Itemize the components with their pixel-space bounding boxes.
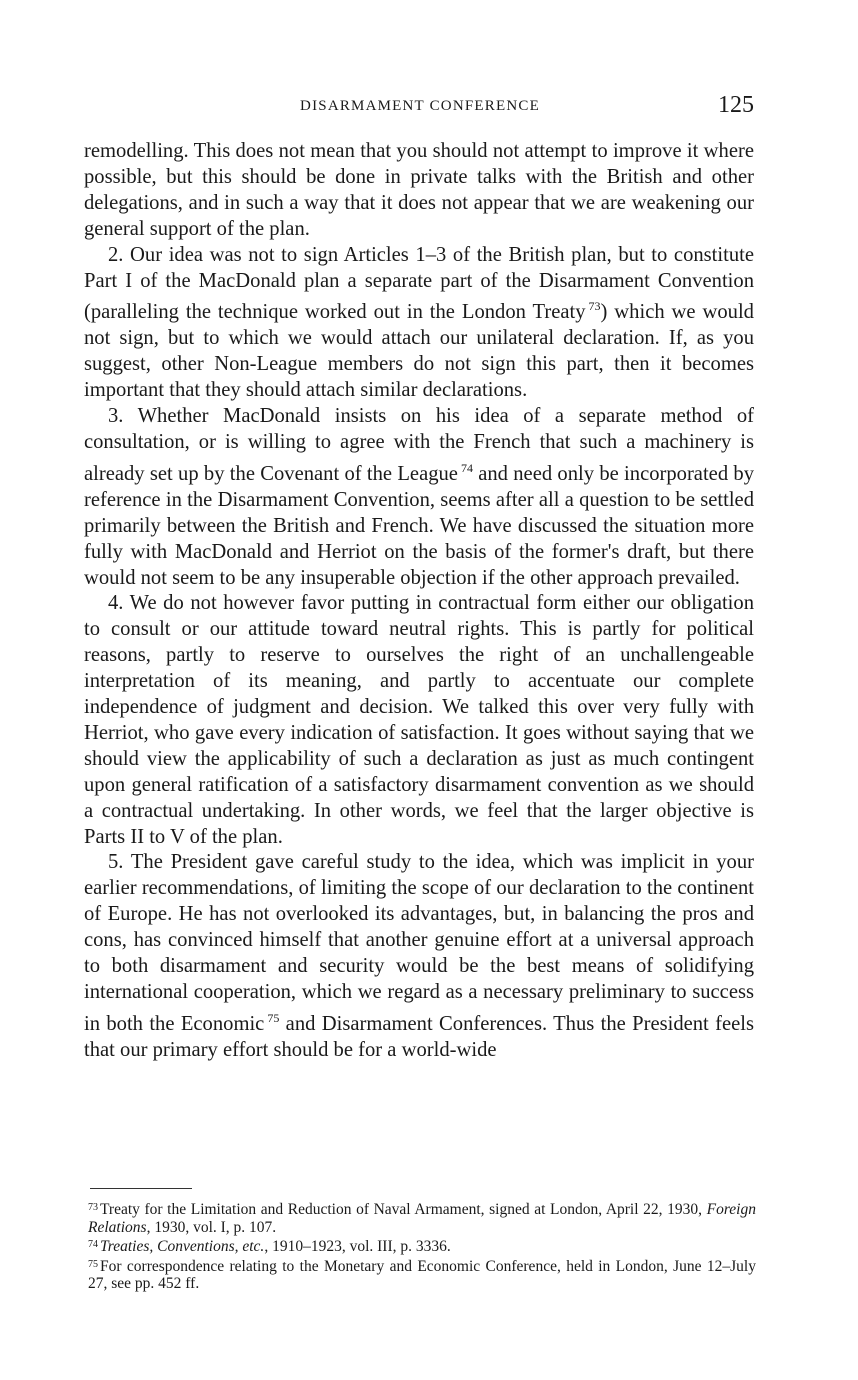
footnote-74-text: , 1910–1923, vol. III, p. 3336.: [264, 1238, 451, 1256]
paragraph-5-text-a: 5. The President gave careful study to the idea, which was implicit in your earlier recommendations, of limiting the scope of our declaration to the continent of Europe. He has not overlooked its advantages, but, in balancing the pros and cons, has convinced himself that another genuine effort at a universal approach to both disarmament and security would be the best means of solidifying international cooperation, which we regard as a necessary preliminary to success in both the Economic: [84, 851, 754, 1035]
paragraph-3: [84, 404, 754, 591]
paragraph-2: [84, 243, 754, 404]
paragraph-1: [84, 139, 754, 243]
footnote-73-title: Foreign Relations: [88, 1201, 756, 1236]
footnote-divider: [90, 1188, 192, 1189]
footnote-74: [88, 1236, 756, 1256]
paragraph-5: [84, 850, 754, 1063]
paragraph-4: [84, 591, 754, 850]
footnotes: [88, 1199, 756, 1293]
footnote-75: [88, 1256, 756, 1293]
running-head: DISARMAMENT CONFERENCE: [300, 98, 540, 114]
paragraph-3-text-a: 3. Whether MacDonald insists on his idea of a separate method of consultation, or is willing to agree with the French that such a machinery is already set up by the Covenant of the League: [84, 405, 754, 485]
footnote-73-number: 73: [88, 1202, 98, 1213]
footnote-73-text-b: , 1930, vol. I, p. 107.: [146, 1218, 277, 1236]
footnote-75-number: 75: [88, 1258, 98, 1270]
page-number: 125: [718, 92, 754, 118]
paragraph-5-text-b: and Disarmament Conferences. Thus the President feels that our primary effort should be for a world-wide: [84, 1012, 754, 1061]
footnote-ref-75: 75: [267, 1010, 280, 1025]
footnote-74-title: Treaties, Conventions, etc.: [100, 1238, 265, 1256]
paragraph-3-text-b: and need only be incorporated by reference in the Disarmament Convention, seems after all a question to be settled primarily between the British and French. We have discussed the situation more fully with MacDonald and Herriot on the basis of the former's draft, but there would not seem to be any insuperable objection if the other approach prevailed.: [84, 462, 754, 589]
paragraph-1-text: remodelling. This does not mean that you should not attempt to improve it where possible, but this should be done in private talks with the British and other delegations, and in such a way that it does not appear that we are weakening our general support of the plan.: [84, 140, 754, 240]
footnote-73: [88, 1199, 756, 1236]
footnote-73-text-a: Treaty for the Limitation and Reduction of Naval Armament, signed at London, April 22, 1930,: [100, 1201, 707, 1218]
footnote-ref-74: 74: [460, 460, 473, 475]
footnote-ref-73: 73: [588, 299, 601, 314]
footnote-75-text: For correspondence relating to the Monetary and Economic Conference, held in London, June 12–July 27, see pp. 452 ff.: [88, 1257, 756, 1293]
paragraph-4-text: 4. We do not however favor putting in contractual form either our obligation to consult or our attitude toward neutral rights. This is partly for political reasons, partly to reserve to ourselves the right of an unchallengeable interpretation of its meaning, and partly to accentuate our complete independence of judgment and decision. We talked this over very fully with Herriot, who gave every indication of satisfaction. It goes without saying that we should view the applicability of such a declaration as just as much contingent upon general ratification of a satisfactory disarmament convention as we should a contractual undertaking. In other words, we feel that the larger objective is Parts II to V of the plan.: [84, 592, 754, 848]
footnote-74-number: 74: [88, 1239, 98, 1251]
page-header: [84, 92, 756, 126]
paragraph-2-text-b: ) which we would not sign, but to which we would attach our unilateral declaration. If, as you suggest, other Non-League members do not sign this part, then it becomes important that they should attach similar declarations.: [84, 301, 754, 402]
paragraph-2-text-a: 2. Our idea was not to sign Articles 1–3 of the British plan, but to constitute Part I of the MacDonald plan a separate part of the Disarmament Convention (paralleling the technique worked out in the London Treaty: [84, 243, 754, 324]
body-text: [84, 139, 754, 1064]
